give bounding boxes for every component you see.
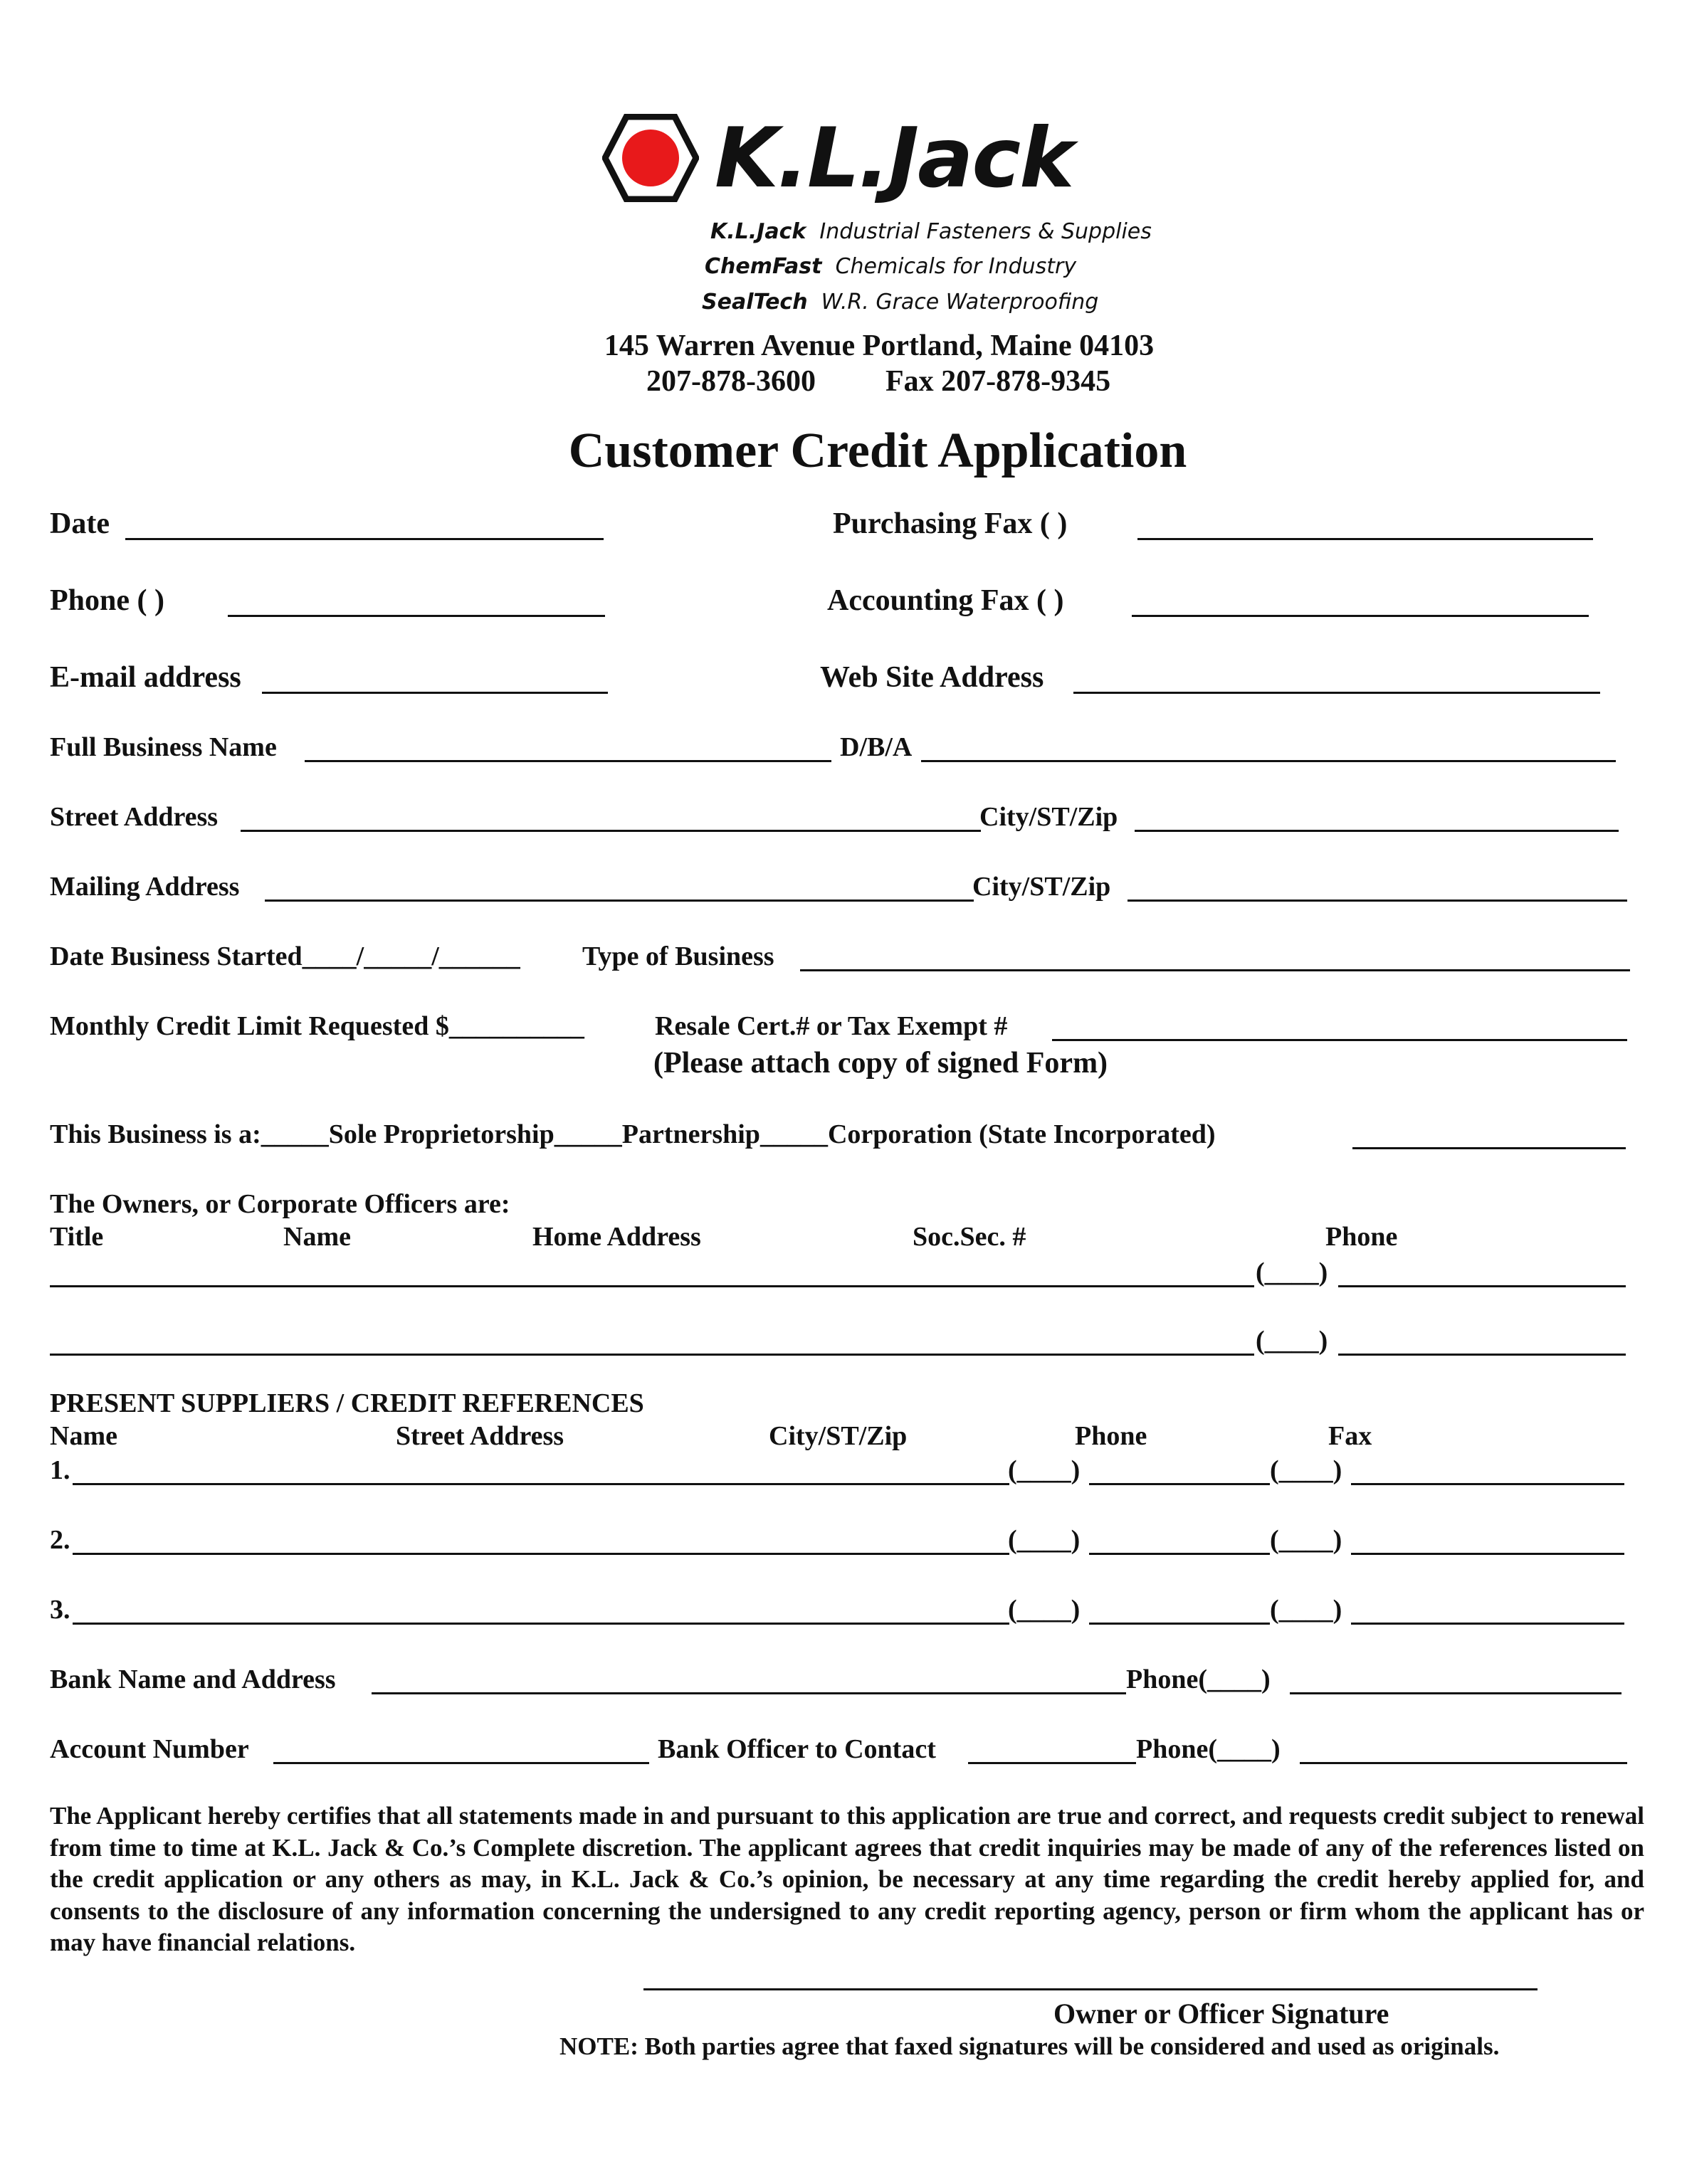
website-label: Web Site Address xyxy=(820,661,1044,694)
supplier-row-number: 1. xyxy=(50,1455,70,1485)
supplier-row-number: 2. xyxy=(50,1525,70,1555)
dba-field[interactable] xyxy=(921,760,1616,762)
state-incorporated-field[interactable] xyxy=(1352,1147,1626,1149)
owner-row-2-phone-field[interactable] xyxy=(1338,1354,1626,1356)
owners-heading: The Owners, or Corporate Officers are: xyxy=(50,1189,510,1219)
dba-label: D/B/A xyxy=(840,732,913,762)
email-field[interactable] xyxy=(262,692,608,694)
division-line-2 xyxy=(705,254,1076,279)
signature-label: Owner or Officer Signature xyxy=(1053,1998,1389,2030)
division-name: K.L.Jack xyxy=(710,219,806,244)
full-business-name-field[interactable] xyxy=(305,760,831,762)
date-business-started-label: Date Business Started____/_____/______ xyxy=(50,941,520,971)
owners-col-ssn: Soc.Sec. # xyxy=(913,1222,1026,1252)
certification-text: The Applicant hereby certifies that all statements made in and pursuant to this application are true and correct, and requests credit subject to renewal from time to time at K.L. Jack & Co.’s Complete discretion. The applicant agrees that credit inquiries may be made of any of the references listed on the credit application or any others as may, in K.L. Jack & Co.’s opinion, be necessary at any time regarding the credit hereby applied for, and consents to the disclosure of any information concerning the undersigned to any credit reporting agency, person or firm whom the applicant has or may have financial relations. xyxy=(50,1802,1644,1956)
account-number-field[interactable] xyxy=(273,1762,649,1764)
supplier-3-phone-paren: (____) xyxy=(1008,1595,1081,1625)
brand-name: K.L.Jack xyxy=(715,110,1073,206)
city-st-zip-label: City/ST/Zip xyxy=(979,802,1118,832)
supplier-2-fax-paren: (____) xyxy=(1270,1525,1342,1555)
supplier-3-field[interactable] xyxy=(73,1623,1009,1625)
company-phone: 207-878-3600 xyxy=(646,365,816,398)
business-type-label: This Business is a:_____Sole Proprietorship_____Partnership_____Corporation (State Incorporated) xyxy=(50,1119,1216,1149)
bank-phone-field[interactable] xyxy=(1290,1692,1621,1694)
mailing-address-label: Mailing Address xyxy=(50,872,240,902)
street-address-field[interactable] xyxy=(241,830,981,832)
resale-cert-label: Resale Cert.# or Tax Exempt # xyxy=(655,1011,1008,1041)
date-field[interactable] xyxy=(125,538,604,540)
division-desc: Chemicals for Industry xyxy=(835,254,1077,279)
supplier-2-phone-field[interactable] xyxy=(1089,1553,1270,1555)
division-line-1 xyxy=(710,219,1152,244)
owners-col-name: Name xyxy=(283,1222,351,1252)
supplier-2-fax-field[interactable] xyxy=(1351,1553,1624,1555)
suppliers-heading: PRESENT SUPPLIERS / CREDIT REFERENCES xyxy=(50,1388,644,1418)
company-address: 145 Warren Avenue Portland, Maine 04103 xyxy=(604,329,1155,362)
mailing-address-field[interactable] xyxy=(265,900,974,902)
mailing-city-st-zip-label: City/ST/Zip xyxy=(972,872,1111,902)
supplier-1-field[interactable] xyxy=(73,1483,1009,1485)
accounting-fax-field[interactable] xyxy=(1132,615,1589,617)
company-logo-icon xyxy=(602,114,699,202)
company-fax: Fax 207-878-9345 xyxy=(885,365,1111,398)
officer-phone-field[interactable] xyxy=(1300,1762,1627,1764)
signature-field[interactable] xyxy=(643,1988,1538,1990)
bank-officer-field[interactable] xyxy=(968,1762,1136,1764)
supplier-2-field[interactable] xyxy=(73,1553,1009,1555)
owners-col-phone: Phone xyxy=(1325,1222,1398,1252)
supplier-1-fax-paren: (____) xyxy=(1270,1455,1342,1485)
full-business-name-label: Full Business Name xyxy=(50,732,277,762)
owner-row-1-field[interactable] xyxy=(50,1285,1254,1287)
phone-label: Phone ( ) xyxy=(50,584,164,617)
owner-row-1-phone-paren: (____) xyxy=(1256,1257,1328,1287)
bank-phone-label: Phone(____) xyxy=(1126,1665,1271,1694)
supplier-3-fax-field[interactable] xyxy=(1351,1623,1624,1625)
officer-phone-label: Phone(____) xyxy=(1136,1734,1281,1764)
phone-field[interactable] xyxy=(228,615,605,617)
owner-row-2-phone-paren: (____) xyxy=(1256,1326,1328,1356)
bank-name-label: Bank Name and Address xyxy=(50,1665,336,1694)
street-address-label: Street Address xyxy=(50,802,219,832)
suppliers-col-fax: Fax xyxy=(1328,1421,1372,1451)
mailing-city-st-zip-field[interactable] xyxy=(1128,900,1627,902)
account-number-label: Account Number xyxy=(50,1734,249,1764)
type-of-business-label: Type of Business xyxy=(582,941,774,971)
date-label: Date xyxy=(50,507,110,540)
page-title: Customer Credit Application xyxy=(568,423,1187,478)
division-name: ChemFast xyxy=(705,254,822,279)
logo-red-dot xyxy=(622,130,679,186)
purchasing-fax-field[interactable] xyxy=(1137,538,1593,540)
owners-col-title: Title xyxy=(50,1222,104,1252)
attach-note: (Please attach copy of signed Form) xyxy=(653,1047,1108,1080)
owner-row-2-field[interactable] xyxy=(50,1354,1254,1356)
owner-row-1-phone-field[interactable] xyxy=(1338,1285,1626,1287)
owners-col-home-address: Home Address xyxy=(532,1222,701,1252)
resale-cert-field[interactable] xyxy=(1052,1039,1627,1041)
supplier-3-phone-field[interactable] xyxy=(1089,1623,1270,1625)
purchasing-fax-label: Purchasing Fax ( ) xyxy=(833,507,1068,540)
division-line-3 xyxy=(702,290,1098,315)
suppliers-col-city: City/ST/Zip xyxy=(769,1421,908,1451)
supplier-row-number: 3. xyxy=(50,1595,70,1625)
division-desc: W.R. Grace Waterproofing xyxy=(821,290,1099,315)
city-st-zip-field[interactable] xyxy=(1135,830,1619,832)
bank-name-field[interactable] xyxy=(372,1692,1126,1694)
website-field[interactable] xyxy=(1073,692,1600,694)
supplier-1-phone-paren: (____) xyxy=(1008,1455,1081,1485)
email-label: E-mail address xyxy=(50,661,241,694)
supplier-2-phone-paren: (____) xyxy=(1008,1525,1081,1555)
supplier-1-phone-field[interactable] xyxy=(1089,1483,1270,1485)
supplier-3-fax-paren: (____) xyxy=(1270,1595,1342,1625)
suppliers-col-phone: Phone xyxy=(1075,1421,1147,1451)
division-name: SealTech xyxy=(702,290,808,315)
suppliers-col-street: Street Address xyxy=(396,1421,564,1451)
faxed-signature-note: NOTE: Both parties agree that faxed signatures will be considered and used as originals. xyxy=(559,2032,1500,2060)
accounting-fax-label: Accounting Fax ( ) xyxy=(827,584,1064,617)
bank-officer-label: Bank Officer to Contact xyxy=(658,1734,936,1764)
division-desc: Industrial Fasteners & Supplies xyxy=(819,219,1152,244)
type-of-business-field[interactable] xyxy=(800,969,1630,971)
supplier-1-fax-field[interactable] xyxy=(1351,1483,1624,1485)
monthly-credit-limit-label: Monthly Credit Limit Requested $__________ xyxy=(50,1011,584,1041)
suppliers-col-name: Name xyxy=(50,1421,117,1451)
